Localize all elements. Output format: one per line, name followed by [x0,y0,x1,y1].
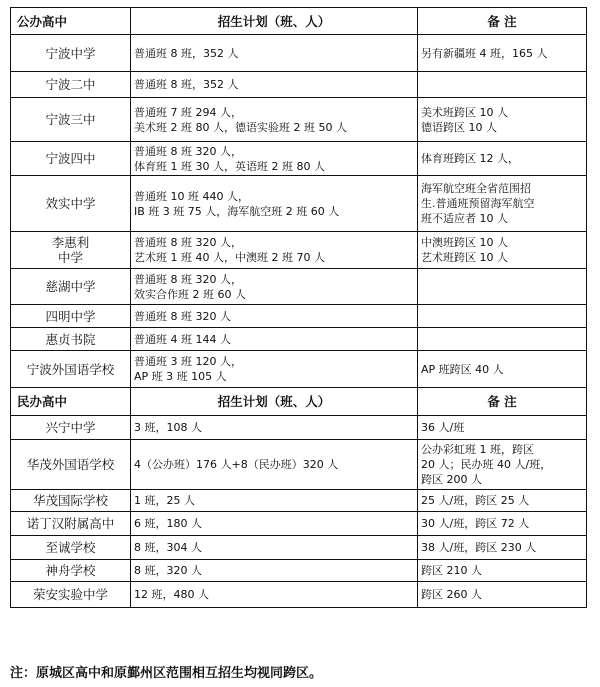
plan-cell [131,351,418,388]
plan-text: 8 班，304 人 [134,541,202,554]
plan-text: 普通班 8 班 320 人， [134,272,242,286]
school-text: 李惠利 [51,235,90,250]
private-header-row [11,388,587,416]
note-cell [418,98,587,142]
table-row [11,536,587,560]
plan-cell [131,536,418,560]
table-row [11,72,587,98]
school-cell [11,416,131,440]
school-text: 宁波二中 [45,77,96,92]
school-text: 宁波四中 [45,151,96,166]
plan-text: 普通班 8 班 320 人 [134,309,231,323]
note-cell [418,582,587,608]
plan-cell [131,142,418,176]
plan-text: 艺术班 1 班 40 人，中澳班 2 班 70 人 [134,251,325,264]
school-text: 诺丁汉附属高中 [26,516,115,531]
plan-text: 12 班，480 人 [134,588,209,601]
public-header-row [11,8,587,35]
school-text: 至诚学校 [45,540,96,555]
table-row [11,351,587,388]
school-cell [11,98,131,142]
school-text: 兴宁中学 [45,420,96,435]
school-cell [11,328,131,351]
school-cell [11,582,131,608]
school-text: 四明中学 [45,308,96,324]
table-row [11,560,587,582]
private-header-plan: 招生计划（班、人） [131,388,418,416]
school-cell [11,440,131,490]
plan-cell [131,416,418,440]
note-text: 30 人/班，跨区 72 人 [421,517,530,530]
note-text: 36 人/班 [421,421,465,434]
school-cell [11,35,131,72]
note-cell [418,328,587,351]
table-row [11,98,587,142]
note-cell [418,72,587,98]
note-text: 另有新疆班 4 班，165 人 [421,46,548,60]
plan-text: 普通班 8 班，352 人 [134,46,239,60]
table-row [11,512,587,536]
plan-cell [131,176,418,232]
note-text: 德语跨区 10 人 [421,120,497,134]
plan-text: 普通班 8 班 320 人， [134,144,242,158]
note-cell [418,351,587,388]
note-cell [418,536,587,560]
note-text: AP 班跨区 40 人 [421,362,504,376]
public-header-school: 公办高中 [11,8,131,35]
school-text: 宁波外国语学校 [26,361,115,377]
plan-text: 普通班 3 班 120 人， [134,355,242,368]
school-cell [11,351,131,388]
note-text: 中澳班跨区 10 人 [421,236,508,249]
note-text: 公办彩虹班 1 班，跨区 [421,443,534,456]
note-text: 美术班跨区 10 人 [421,105,508,119]
note-cell [418,176,587,232]
plan-cell [131,305,418,328]
plan-text: 普通班 4 班 144 人 [134,332,231,346]
public-header-plan: 招生计划（班、人） [131,8,418,35]
note-cell [418,35,587,72]
school-cell [11,142,131,176]
school-text: 荣安实验中学 [32,587,108,602]
plan-cell [131,440,418,490]
table-row [11,232,587,269]
note-text: 跨区 260 人 [421,588,482,601]
note-cell [418,512,587,536]
table-row [11,490,587,512]
table-row [11,440,587,490]
plan-text: AP 班 3 班 105 人 [134,370,227,383]
table-row [11,176,587,232]
note-text: 20 人；民办班 40 人/班， [421,458,552,471]
table-row [11,142,587,176]
plan-cell [131,98,418,142]
school-text: 慈湖中学 [45,279,96,294]
school-cell [11,536,131,560]
table-row [11,582,587,608]
note-cell [418,269,587,305]
plan-text: 体育班 1 班 30 人，英语班 2 班 80 人 [134,159,325,173]
note-text: 班不适应者 10 人 [421,212,508,225]
table-row [11,416,587,440]
plan-cell [131,328,418,351]
note-text: 艺术班跨区 10 人 [421,251,508,264]
table-row [11,328,587,351]
plan-cell [131,560,418,582]
plan-text: 3 班，108 人 [134,421,202,434]
note-text: 海军航空班全省范围招 [421,182,531,195]
school-cell [11,512,131,536]
plan-text: 4（公办班）176 人+8（民办班）320 人 [134,458,339,471]
plan-cell [131,269,418,305]
note-cell [418,440,587,490]
table-row [11,35,587,72]
plan-text: 普通班 8 班 320 人， [134,236,242,249]
table-row [11,269,587,305]
plan-text: 普通班 10 班 440 人， [134,189,249,203]
school-text: 惠贞书院 [45,331,96,347]
school-text: 华茂国际学校 [32,493,108,508]
school-text: 中学 [57,250,83,265]
note-text: 25 人/班，跨区 25 人 [421,494,530,507]
school-text: 华茂外国语学校 [26,457,115,472]
school-cell [11,560,131,582]
plan-cell [131,490,418,512]
plan-text: IB 班 3 班 75 人，海军航空班 2 班 60 人 [134,204,340,218]
school-cell [11,232,131,269]
note-cell [418,490,587,512]
note-cell [418,232,587,269]
note-text: 生.普通班预留海军航空 [421,197,535,210]
school-text: 神舟学校 [45,563,96,578]
plan-cell [131,232,418,269]
plan-text: 6 班，180 人 [134,517,202,530]
note-text: 体育班跨区 12 人， [421,152,519,165]
footnote: 注：原城区高中和原鄞州区范围相互招生均视同跨区。 [10,666,323,681]
enrollment-table [10,7,587,608]
school-text: 宁波三中 [45,112,96,127]
note-text: 38 人/班，跨区 230 人 [421,541,537,554]
plan-cell [131,35,418,72]
table-row [11,305,587,328]
plan-cell [131,512,418,536]
plan-text: 普通班 8 班，352 人 [134,78,239,91]
plan-cell [131,582,418,608]
note-cell [418,142,587,176]
school-text: 宁波中学 [45,45,96,61]
private-header-school: 民办高中 [11,388,131,416]
plan-text: 普通班 7 班 294 人， [134,105,242,119]
plan-text: 8 班，320 人 [134,564,202,577]
school-cell [11,305,131,328]
note-cell [418,416,587,440]
school-cell [11,72,131,98]
plan-text: 1 班，25 人 [134,494,195,507]
note-text: 跨区 200 人 [421,473,482,486]
private-header-note: 备 注 [418,388,587,416]
school-text: 效实中学 [45,196,96,211]
plan-cell [131,72,418,98]
plan-text: 效实合作班 2 班 60 人 [134,287,246,301]
school-cell [11,490,131,512]
note-text: 跨区 210 人 [421,564,482,577]
plan-text: 美术班 2 班 80 人，德语实验班 2 班 50 人 [134,120,347,134]
school-cell [11,176,131,232]
public-header-note: 备 注 [418,8,587,35]
note-cell [418,305,587,328]
school-cell [11,269,131,305]
note-cell [418,560,587,582]
